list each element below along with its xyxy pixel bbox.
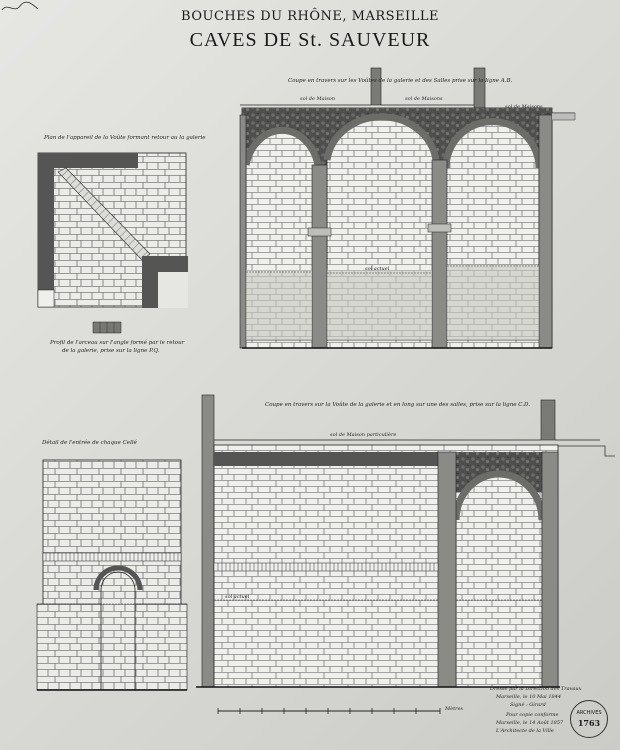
- level-label-sol-maisons-right: sol de Maisons: [505, 104, 543, 110]
- section-cd-caption: Coupe en travers sur la Voûte de la galerie et en long sur une des salles, prise sur la ligne C.D.: [265, 402, 530, 408]
- drawing-title: CAVES DE St. SAUVEUR: [189, 29, 431, 51]
- vault-plan-drawing: [38, 153, 188, 333]
- footer-line-3: Signé : Girard: [510, 702, 546, 708]
- level-label-sol-actuel: sol actuel: [365, 266, 390, 272]
- profile-caption-line2: de la galerie, prise sur la ligne P.Q.: [62, 348, 160, 354]
- cell-entrance-detail-drawing: [37, 460, 187, 690]
- stamp-line1: ARCHIVES: [576, 710, 602, 716]
- profile-caption-line1: Profil de l'arceau sur l'angle formé par le retour: [50, 340, 185, 346]
- scale-bar: [218, 708, 440, 714]
- level-label-sol-maison: sol de Maison: [300, 96, 336, 102]
- footer-line-4: Pour copie conforme: [506, 712, 559, 718]
- scale-unit-label: Mètres: [445, 706, 464, 712]
- footer-line-1: Dressé par la Direction des Travaux: [490, 686, 582, 692]
- section-ab-drawing: [240, 68, 575, 348]
- level-label-sol-maison-particuliere: sol de Maison particulière: [330, 432, 397, 438]
- section-cd-drawing: [196, 395, 615, 687]
- vault-plan-caption: Plan de l'appareil de la Voûte formant retour au la galerie: [44, 135, 206, 141]
- stamp-number: 1763: [577, 718, 601, 728]
- signature-flourish: [0, 0, 40, 14]
- footer-line-6: L'Architecte de la Ville: [496, 728, 554, 734]
- footer-line-2: Marseille, le 10 Mai 1844: [496, 694, 562, 700]
- section-ab-caption: Coupe en travers sur les Voûtes de la galerie et des Salles prise sur la ligne A.B.: [288, 78, 513, 84]
- level-label-sol-actuel-cd: sol actuel: [225, 594, 250, 600]
- archive-stamp: [570, 700, 608, 738]
- footer-line-5: Marseille, le 14 Août 1857: [496, 720, 564, 726]
- level-label-sol-maisons: sol de Maisons: [405, 96, 443, 102]
- cell-detail-caption: Détail de l'entrée de chaque Cellé: [42, 440, 137, 446]
- region-heading: BOUCHES DU RHÔNE, MARSEILLE: [181, 9, 439, 24]
